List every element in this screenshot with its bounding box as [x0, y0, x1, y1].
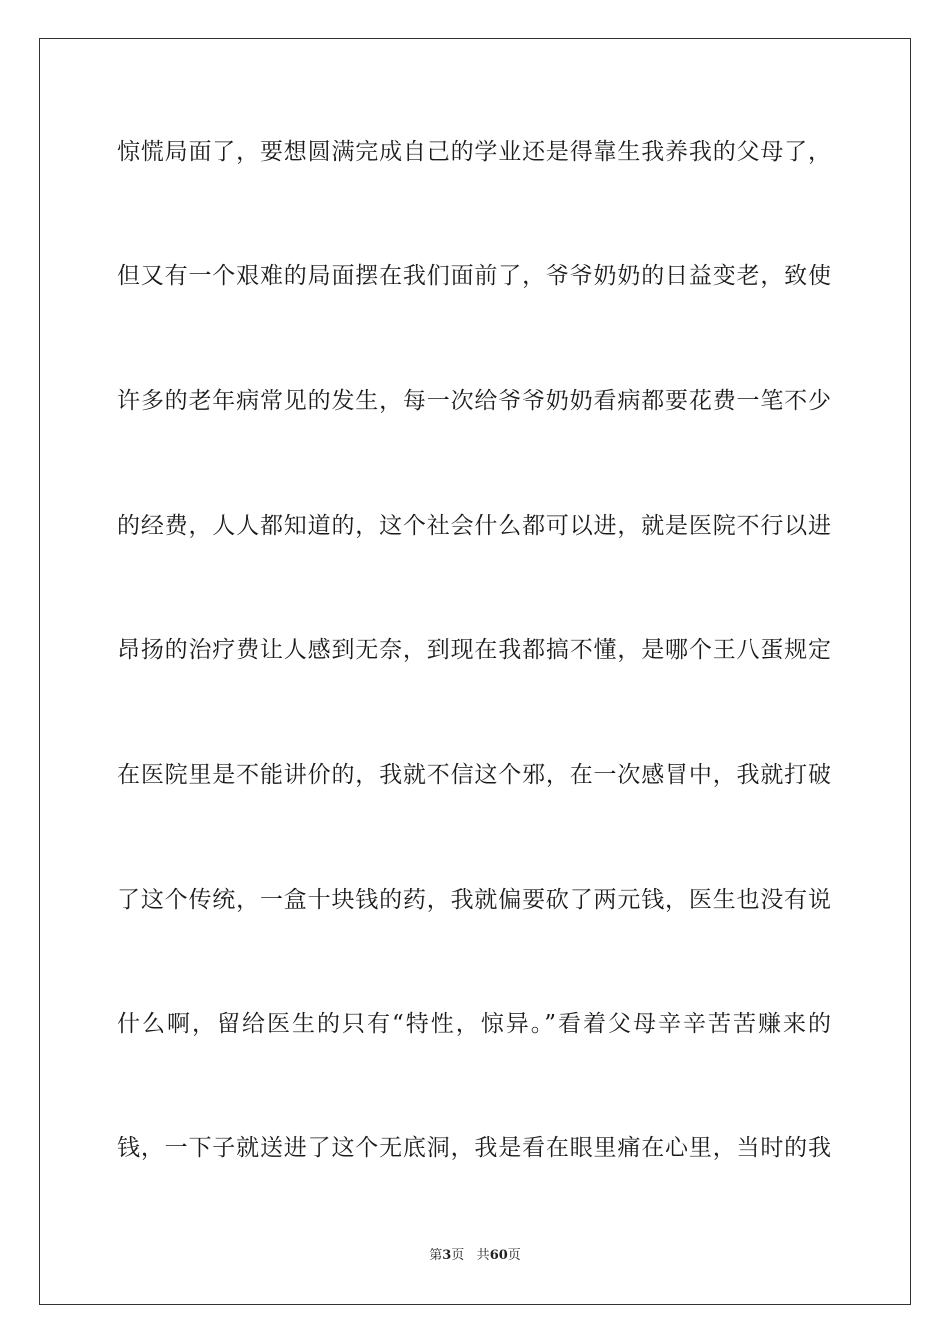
body-text-line: 在医院里是不能讲价的，我就不信这个邪，在一次感冒中，我就打破: [117, 762, 831, 788]
body-text-line: 但又有一个艰难的局面摆在我们面前了，爷爷奶奶的日益变老，致使: [117, 263, 831, 289]
body-text-line: 许多的老年病常见的发生，每一次给爷爷奶奶看病都要花费一笔不少: [117, 388, 831, 414]
total-pages: 60: [489, 1248, 508, 1263]
body-text-line: 惊慌局面了，要想圆满完成自己的学业还是得靠生我养我的父母了，: [117, 139, 831, 165]
page-suffix: 页: [451, 1248, 465, 1263]
page-border: [39, 38, 911, 1305]
page-footer: [0, 1248, 950, 1264]
body-text-line: 钱，一下子就送进了这个无底洞，我是看在眼里痛在心里，当时的我: [117, 1135, 831, 1161]
total-suffix: 页: [507, 1248, 521, 1263]
body-text-line: 昂扬的治疗费让人感到无奈，到现在我都搞不懂，是哪个王八蛋规定: [117, 637, 831, 663]
page-number: 3: [442, 1248, 452, 1263]
body-text-line: 的经费，人人都知道的，这个社会什么都可以进，就是医院不行以进: [117, 513, 831, 539]
body-text-line: 什么啊，留给医生的只有“特性，惊异。”看着父母辛辛苦苦赚来的: [117, 1011, 831, 1037]
page-prefix: 第: [429, 1248, 443, 1263]
total-prefix: 共: [476, 1248, 490, 1263]
body-text-line: 了这个传统，一盒十块钱的药，我就偏要砍了两元钱，医生也没有说: [117, 887, 831, 913]
